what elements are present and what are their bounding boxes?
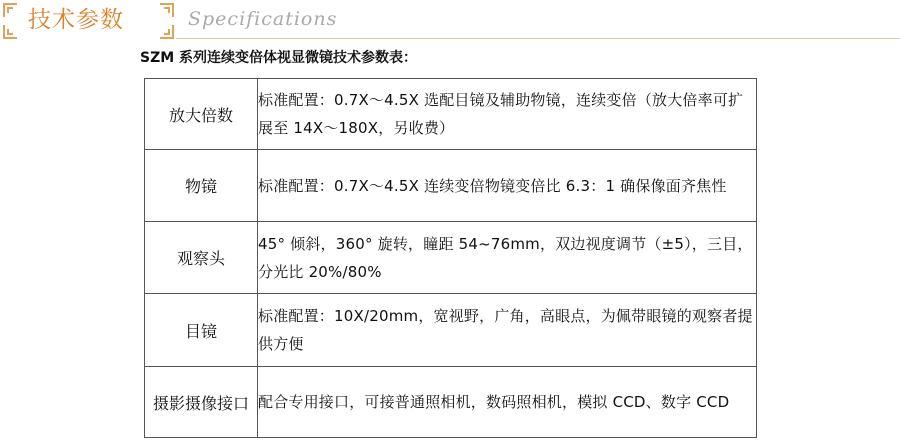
spec-label: 放大倍数 [145,79,258,150]
table-row [145,150,757,222]
table-row [145,294,757,367]
spec-value: 标准配置：0.7X～4.5X 选配目镜及辅助物镜，连续变倍（放大倍率可扩展至 14X～180X，另收费） [258,79,757,150]
section-header [0,0,900,40]
table-row [145,367,757,438]
spec-value: 标准配置：10X/20mm，宽视野，广角，高眼点，为佩带眼镜的观察者提供方便 [258,294,757,367]
spec-label: 摄影摄像接口 [145,367,258,438]
spec-value: 45° 倾斜，360° 旋转，瞳距 54~76mm，双边视度调节（±5），三目，分光比 20%/80% [258,222,757,294]
spec-value: 配合专用接口，可接普通照相机，数码照相机，模拟 CCD、数字 CCD [258,367,757,438]
spec-value: 标准配置：0.7X～4.5X 连续变倍物镜变倍比 6.3：1 确保像面齐焦性 [258,150,757,222]
corner-ornament-icon [3,25,17,39]
table-caption: SZM 系列连续变倍体视显微镜技术参数表： [140,50,418,66]
spec-label: 观察头 [145,222,258,294]
section-title: 技术参数 [28,7,124,33]
spec-table [144,78,757,438]
section-title-english: Specifications [188,8,338,30]
corner-ornament-icon [160,3,174,17]
spec-label: 目镜 [145,294,258,367]
spec-label: 物镜 [145,150,258,222]
header-divider [176,38,900,39]
table-row [145,222,757,294]
corner-ornament-icon [3,3,17,17]
table-row [145,79,757,150]
corner-ornament-icon [160,25,174,39]
